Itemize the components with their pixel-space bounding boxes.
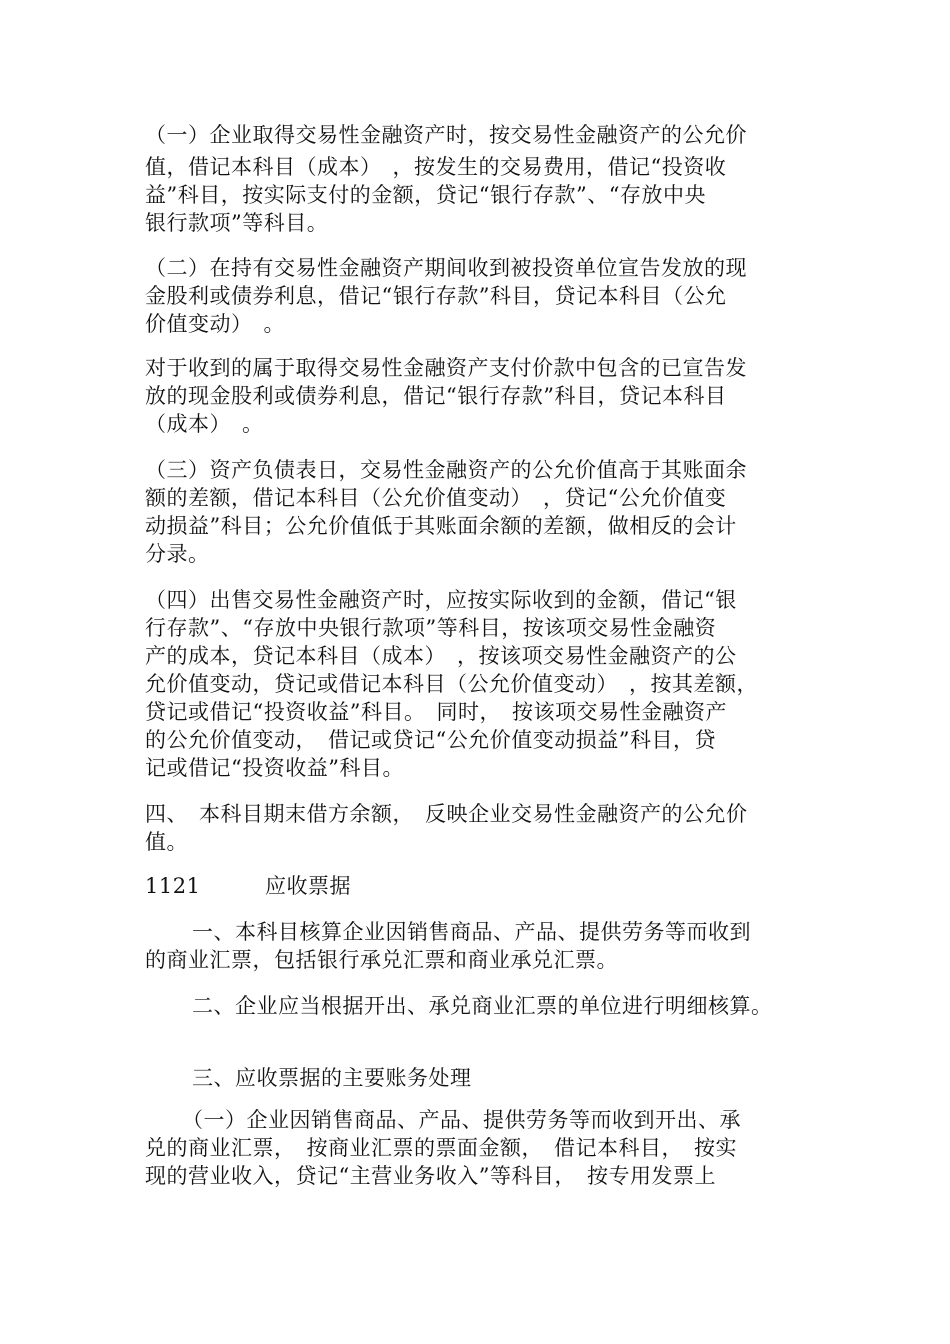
text-line: 价值变动） 。 [145,312,285,336]
text-line: 行存款”、“存放中央银行款项”等科目，按该项交易性金融资 [145,616,717,640]
section-heading: 1121 应收票据 [145,874,351,898]
text-line: 记或借记“投资收益”科目。 [145,756,404,780]
text-line: 分录。 [145,542,210,566]
text-line: 对于收到的属于取得交易性金融资产支付价款中包含的已宣告发 [145,356,747,380]
text-line: 值。 [145,830,188,854]
text-line: 兑的商业汇票， 按商业汇票的票面金额， 借记本科目， 按实 [145,1136,737,1160]
text-line: （一）企业取得交易性金融资产时，按交易性金融资产的公允价 [145,123,747,147]
text-line: 四、 本科目期末借方余额， 反映企业交易性金融资产的公允价 [145,802,748,826]
text-line: 益”科目，按实际支付的金额，贷记“银行存款”、“存放中央 [145,183,706,207]
text-line: （三）资产负债表日，交易性金融资产的公允价值高于其账面余 [145,458,747,482]
text-line: （四）出售交易性金融资产时，应按实际收到的金额，借记“银 [145,588,737,612]
text-line: 值，借记本科目（成本） ，按发生的交易费用，借记“投资收 [145,155,727,179]
text-line: 额的差额，借记本科目（公允价值变动） ，贷记“公允价值变 [145,486,727,510]
text-line: 允价值变动，贷记或借记本科目（公允价值变动） ，按其差额， [145,672,758,696]
text-line: 动损益”科目；公允价值低于其账面余额的差额，做相反的会计 [145,514,737,538]
text-line: （一）企业因销售商品、产品、提供劳务等而收到开出、承 [182,1108,741,1132]
text-line: 银行款项”等科目。 [145,211,329,235]
text-line: （二）在持有交易性金融资产期间收到被投资单位宣告发放的现 [145,256,747,280]
text-line: 二、企业应当根据开出、承兑商业汇票的单位进行明细核算。 [192,994,773,1018]
text-line: 放的现金股利或债券利息，借记“银行存款”科目，贷记本科目 [145,384,727,408]
text-line: 贷记或借记“投资收益”科目。 同时， 按该项交易性金融资产 [145,700,727,724]
text-line: 一、本科目核算企业因销售商品、产品、提供劳务等而收到 [192,920,751,944]
text-line: 的商业汇票，包括银行承兑汇票和商业承兑汇票。 [145,948,618,972]
text-line: 的公允价值变动， 借记或贷记“公允价值变动损益”科目，贷 [145,728,716,752]
text-line: （成本） 。 [145,412,264,436]
text-line: 现的营业收入，贷记“主营业务收入”等科目， 按专用发票上 [145,1164,716,1188]
text-line: 三、应收票据的主要账务处理 [192,1066,472,1090]
text-line: 金股利或债券利息，借记“银行存款”科目，贷记本科目（公允 [145,284,727,308]
text-line: 产的成本，贷记本科目（成本） ，按该项交易性金融资产的公 [145,644,737,668]
